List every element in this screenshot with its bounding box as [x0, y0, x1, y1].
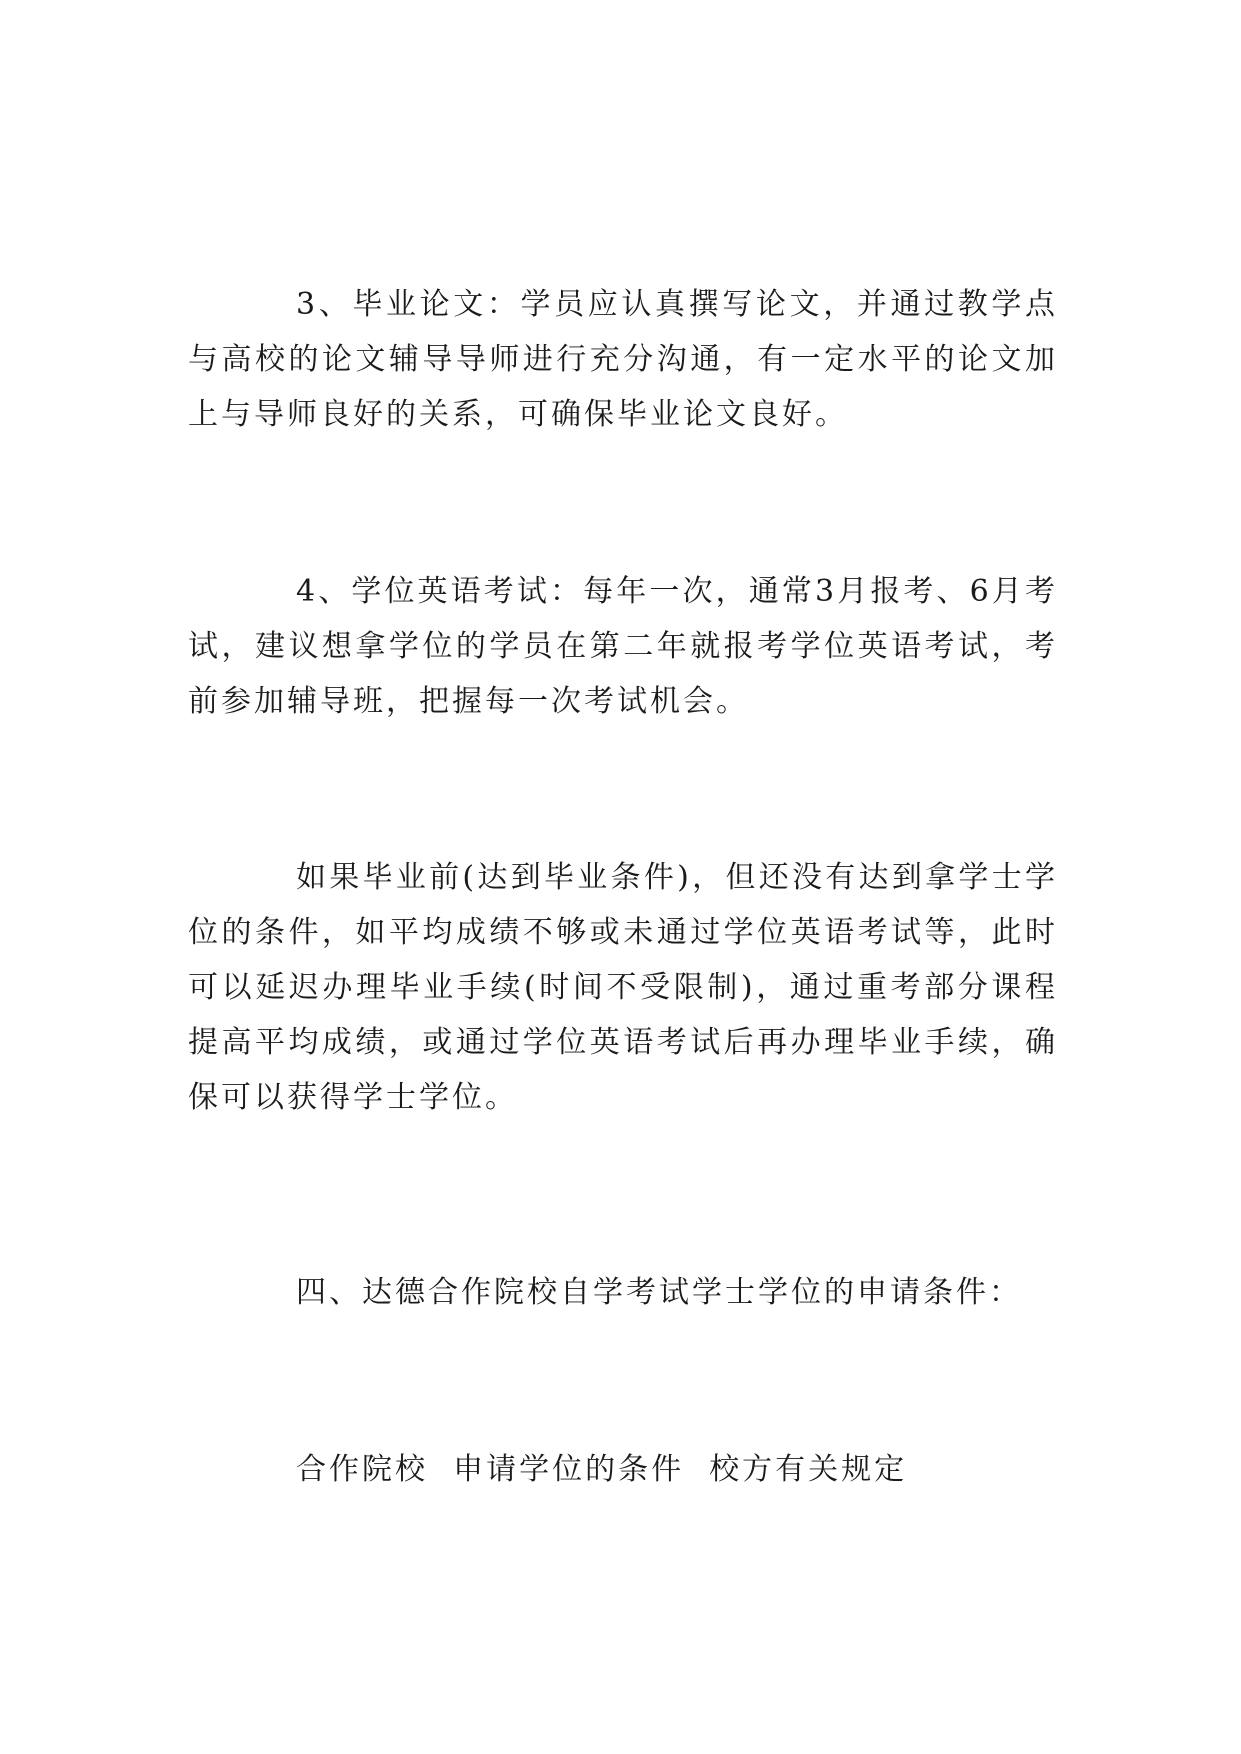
- paragraph-degree-english-exam: 4、学位英语考试：每年一次，通常3月报考、6月考试，建议想拿学位的学员在第二年就报考学位英语考试，考前参加辅导班，把握每一次考试机会。: [188, 574, 1058, 719]
- section-heading-degree-conditions: 四、达德合作院校自学考试学士学位的申请条件：: [296, 1275, 1022, 1310]
- paragraph-graduation-thesis: 3、毕业论文：学员应认真撰写论文，并通过教学点与高校的论文辅导导师进行充分沟通，有一定水平的论文加上与导师良好的关系，可确保毕业论文良好。: [188, 287, 1058, 432]
- paragraph-delayed-graduation: 如果毕业前(达到毕业条件)，但还没有达到拿学士学位的条件，如平均成绩不够或未通过学位英语考试等，此时可以延迟办理毕业手续(时间不受限制)，通过重考部分课程提高平均成绩，或通过学位英语考试后再办理毕业手续，确保可以获得学士学位。: [188, 860, 1058, 1115]
- table-header-line: 合作院校 申请学位的条件 校方有关规定: [296, 1452, 908, 1487]
